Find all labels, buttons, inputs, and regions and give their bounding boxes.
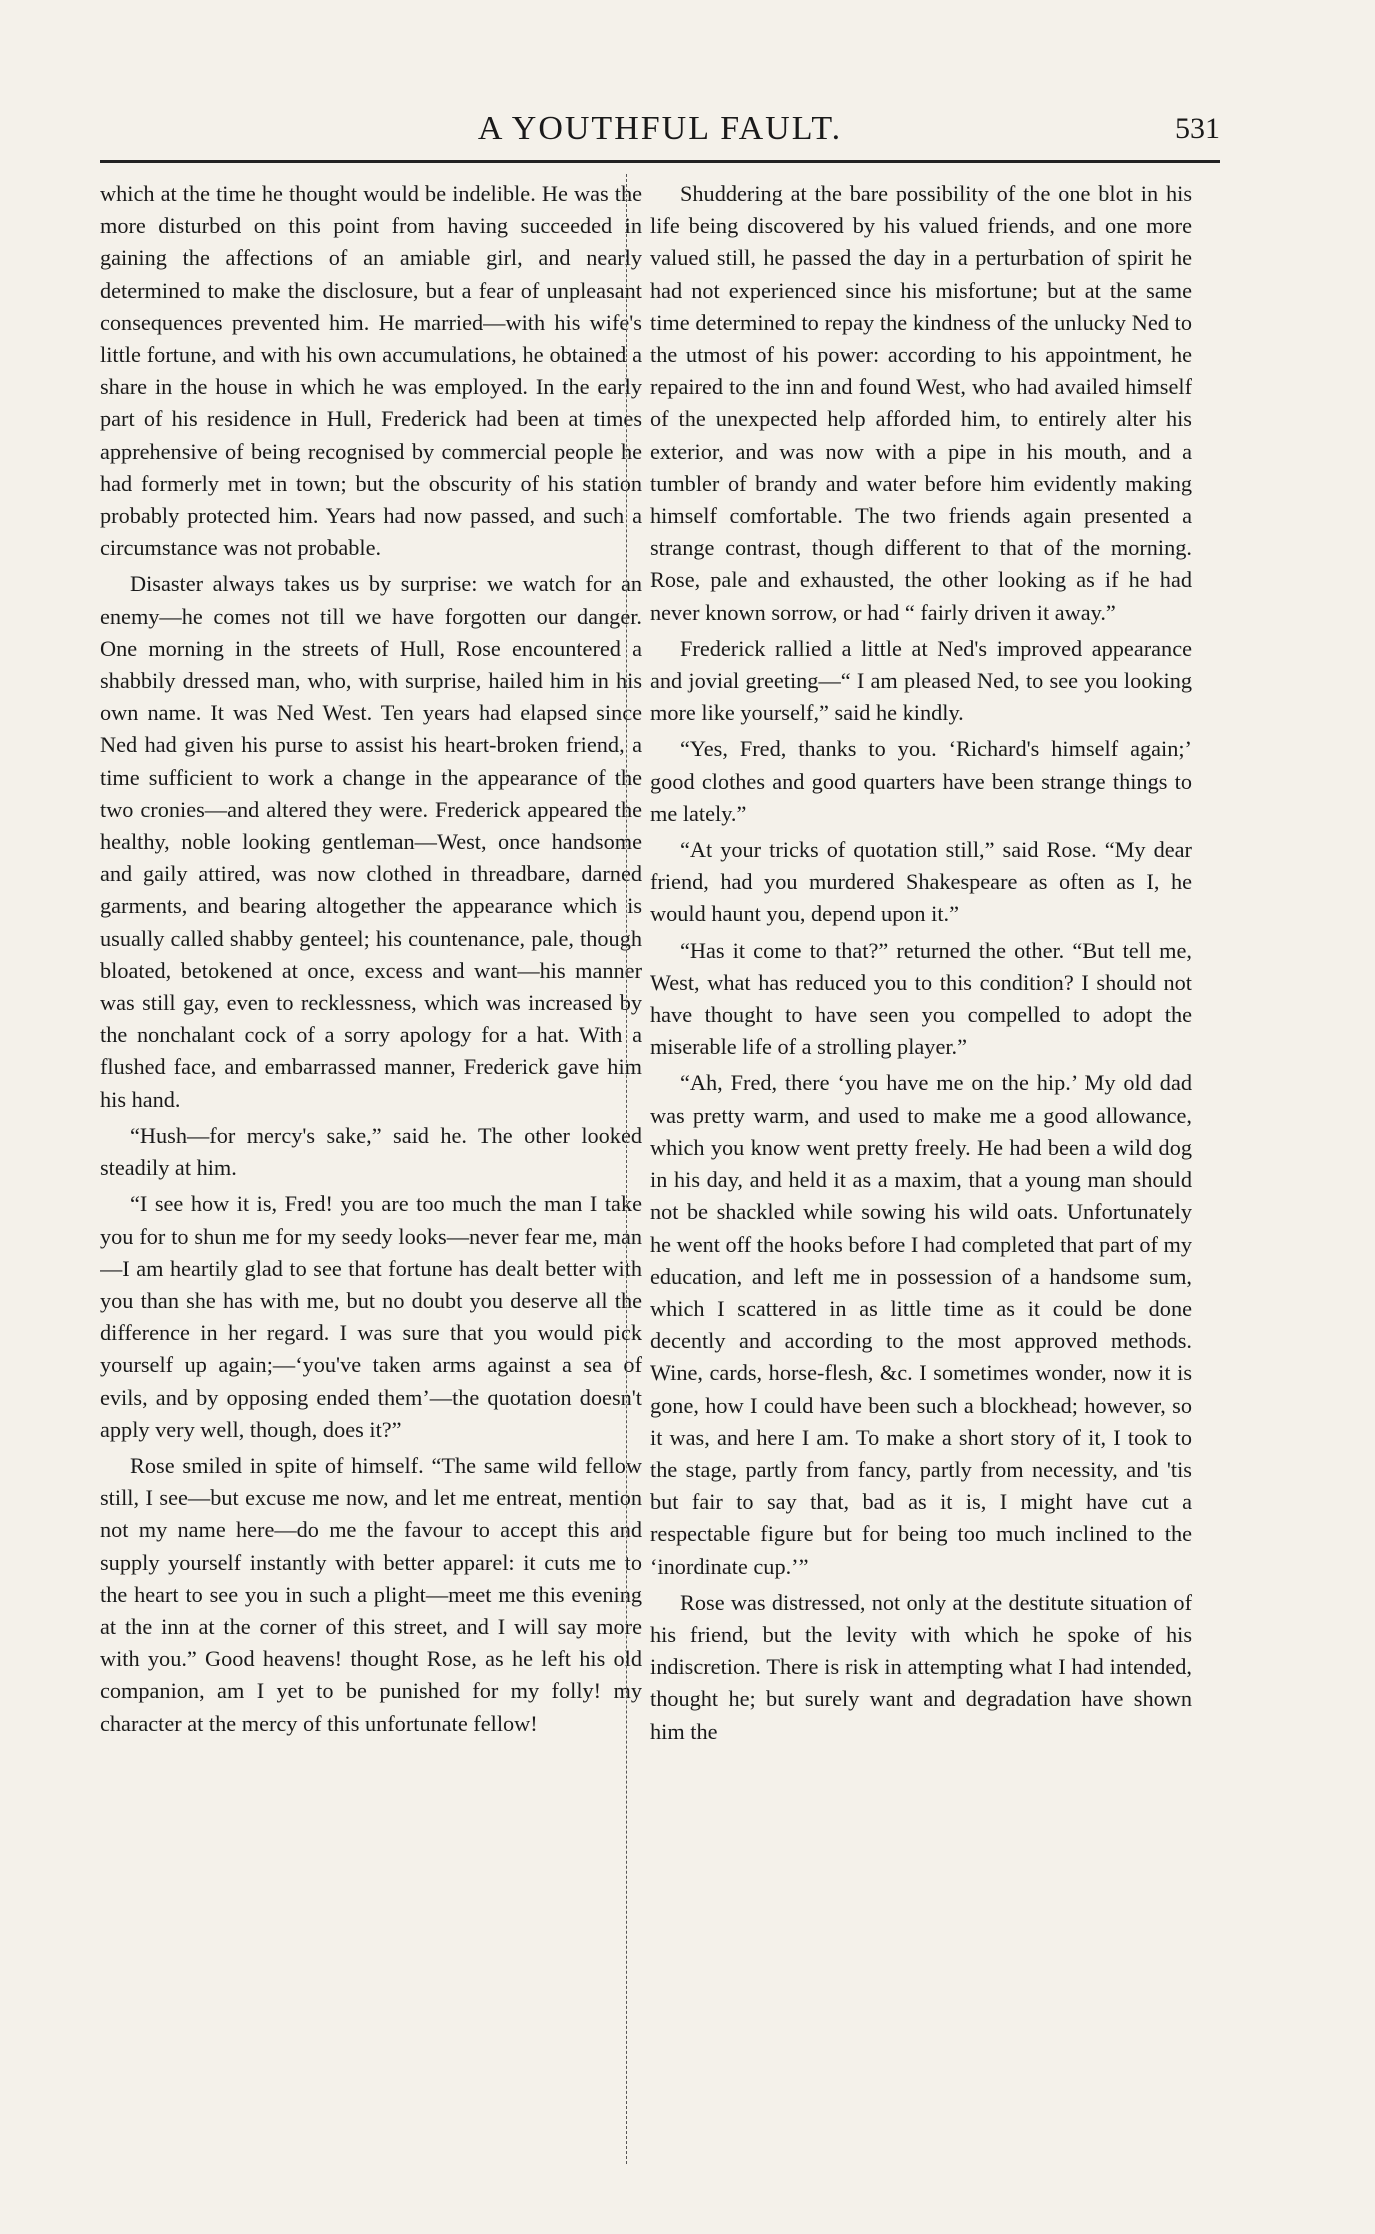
- paragraph: “At your tricks of quotation still,” said Rose. “My dear friend, had you murdered Shakespeare as often as I, he would haunt you, depend upon it.”: [650, 837, 1192, 927]
- paragraph: which at the time he thought would be indelible. He was the more disturbed on this point from having succeeded in gaining the affections of an amiable girl, and nearly determined to make the disclosure, but a fear of unpleasant consequences prevented him. He married—with his wife's little fortune, and with his own accumulations, he obtained a share in the house in which he was employed. In the early part of his residence in Hull, Frederick had been at times apprehensive of being recognised by commercial people he had formerly met in town; but the obscurity of his station probably protected him. Years had now passed, and such a circumstance was not probable.: [100, 181, 642, 561]
- paragraph: “Yes, Fred, thanks to you. ‘Richard's himself again;’ good clothes and good quarters have been strange things to me lately.”: [650, 736, 1192, 826]
- right-column: [650, 178, 1192, 2198]
- header-rule: [100, 160, 1220, 163]
- paragraph: Disaster always takes us by surprise: we watch for an enemy—he comes not till we have forgotten our danger. One morning in the streets of Hull, Rose encountered a shabbily dressed man, who, with surprise, hailed him in his own name. It was Ned West. Ten years had elapsed since Ned had given his purse to assist his heart-broken friend, a time sufficient to work a change in the appearance of the two cronies—and altered they were. Frederick appeared the healthy, noble looking gentleman—West, once handsome and gaily attired, was now clothed in threadbare, darned garments, and bearing altogether the appearance which is usually called shabby genteel; his countenance, pale, though bloated, betokened at once, excess and want—his manner was still gay, even to recklessness, which was increased by the nonchalant cock of a sorry apology for a hat. With a flushed face, and embarrassed manner, Frederick gave him his hand.: [100, 571, 642, 1112]
- paragraph: “I see how it is, Fred! you are too much the man I take you for to shun me for my seedy looks—never fear me, man—I am heartily glad to see that fortune has dealt better with you than she has with me, but no doubt you deserve all the difference in her regard. I was sure that you would pick yourself up again;—‘you've taken arms against a sea of evils, and by opposing ended them’—the quotation doesn't apply very well, though, does it?”: [100, 1191, 642, 1442]
- paragraph: “Has it come to that?” returned the other. “But tell me, West, what has reduced you to this condition? I should not have thought to have seen you compelled to adopt the miserable life of a strolling player.”: [650, 937, 1192, 1060]
- page-header: [100, 110, 1220, 154]
- paragraph: Rose was distressed, not only at the destitute situation of his friend, but the levity with which he spoke of his indiscretion. There is risk in attempting what I had intended, thought he; but surely want and degradation have shown him the: [650, 1589, 1192, 1744]
- paragraph: Rose smiled in spite of himself. “The same wild fellow still, I see—but excuse me now, and let me entreat, mention not my name here—do me the favour to accept this and supply yourself instantly with better apparel: it cuts me to the heart to see you in such a plight—meet me this evening at the inn at the corner of this street, and I will say more with you.” Good heavens! thought Rose, as he left his old companion, am I yet to be punished for my folly! my character at the mercy of this unfortunate fellow!: [100, 1452, 642, 1736]
- paragraph: Frederick rallied a little at Ned's improved appearance and jovial greeting—“ I am pleased Ned, to see you looking more like yourself,” said he kindly.: [650, 635, 1192, 726]
- column-divider: [626, 174, 627, 2164]
- paragraph: Shuddering at the bare possibility of the one blot in his life being discovered by his valued friends, and one more valued still, he passed the day in a perturbation of spirit he had not experienced since his misfortune; but at the same time determined to repay the kindness of the unlucky Ned to the utmost of his power: according to his appointment, he repaired to the inn and found West, who had availed himself of the unexpected help afforded him, to entirely alter his exterior, and was now with a pipe in his mouth, and a tumbler of brandy and water before him evidently making himself comfortable. The two friends again presented a strange contrast, though different to that of the morning. Rose, pale and exhausted, the other looking as if he had never known sorrow, or had “ fairly driven it away.”: [650, 181, 1192, 625]
- left-column: [100, 178, 642, 2198]
- running-title: A YOUTHFUL FAULT.: [477, 110, 843, 147]
- paragraph: “Ah, Fred, there ‘you have me on the hip.’ My old dad was pretty warm, and used to make me a good allowance, which you know went pretty freely. He had been a wild dog in his day, and held it as a maxim, that a young man should not be shackled while sowing his wild oats. Unfortunately he went off the hooks before I had completed that part of my education, and left me in possession of a handsome sum, which I scattered in as little time as it could be done decently and according to the most approved methods. Wine, cards, horse-flesh, &c. I sometimes wonder, now it is gone, how I could have been such a blockhead; however, so it was, and here I am. To make a short story of it, I took to the stage, partly from fancy, partly from necessity, and 'tis but fair to say that, bad as it is, I might have cut a respectable figure but for being too much inclined to the ‘inordinate cup.’”: [650, 1070, 1192, 1579]
- page-number: 531: [1175, 112, 1220, 145]
- paragraph: “Hush—for mercy's sake,” said he. The other looked steadily at him.: [100, 1122, 642, 1181]
